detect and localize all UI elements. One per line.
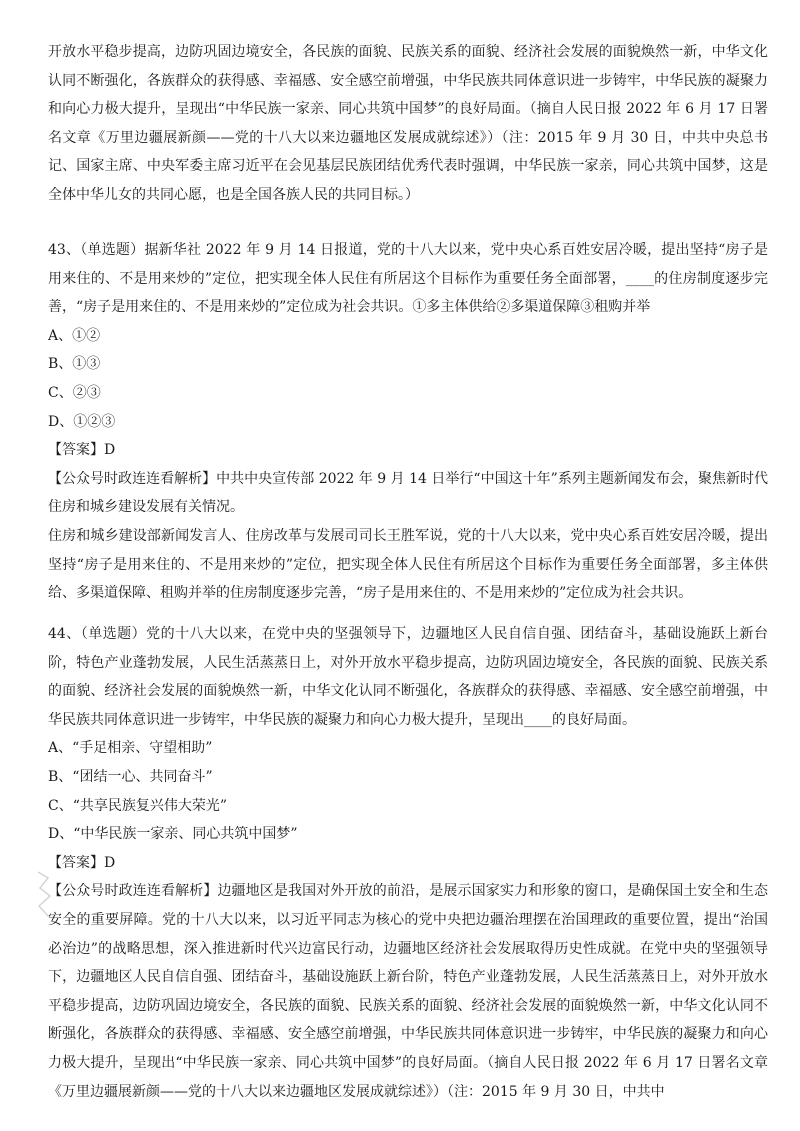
intro-paragraph: 开放水平稳步提高，边防巩固边境安全，各民族的面貌、民族关系的面貌、经济社会发展的面貌焕然一新，中华文化认同不断强化，各族群众的获得感、幸福感、安全感空前增强，中华民族共同体意识进一步铸牢，中华民族的凝聚力和向心力极大提升，呈现出“中华民族一家亲、同心共筑中国梦”的良好局面。（摘自人民日报 2022 年 6 月 17 日署名文章《万里边疆展新颜——党的十八大以来边疆地区发展成就综述》）（注：2015 年 9 月 30 日，中共中央总书记、国家主席、中央军委主席习近平在会见基层民族团结优秀代表时强调，中华民族一家亲，同心共筑中国梦，这是全体中华儿女的共同心愿，也是全国各族人民的共同目标。） [48,44,768,203]
question-44-answer: 【答案】D [48,854,116,871]
watermark-stamp-mark [34,868,54,926]
question-44 [48,620,768,1106]
question-44-analysis: 【公众号时政连连看解析】边疆地区是我国对外开放的前沿，是展示国家实力和形象的窗口，是确保国土安全和生态安全的重要屏障。党的十八大以来，以习近平同志为核心的党中央把边疆治理摆在治国理政的重要位置，提出“治国必治边”的战略思想，深入推进新时代兴边富民行动，边疆地区经济社会发展取得历史性成就。在党中央的坚强领导下，边疆地区人民自信自强、团结奋斗，基础设施跃上新台阶，特色产业蓬勃发展，人民生活蒸蒸日上，对外开放水平稳步提高，边防巩固边境安全，各民族的面貌、民族关系的面貌、经济社会发展的面貌焕然一新，中华文化认同不断强化，各族群众的获得感、幸福感、安全感空前增强，中华民族共同体意识进一步铸牢，中华民族的凝聚力和向心力极大提升，呈现出“中华民族一家亲、同心共筑中国梦”的良好局面。（摘自人民日报 2022 年 6 月 17 日署名文章《万里边疆展新颜——党的十八大以来边疆地区发展成就综述》）（注：2015 年 9 月 30 日，中共中 [48,883,768,1100]
question-43-analysis-detail: 住房和城乡建设部新闻发言人、住房改革与发展司司长王胜军说，党的十八大以来，党中央心系百姓安居冷暖，提出坚持“房子是用来住的、不是用来炒的”定位，把实现全体人民住有所居这个目标作为重要任务全面部署，多主体供给、多渠道保障、租购并举的住房制度逐步完善，“房子是用来住的、不是用来炒的”定位成为社会共识。 [48,527,768,602]
question-43-option-c: C、②③ [48,384,101,401]
question-43-option-d: D、①②③ [48,413,116,430]
intro-section [48,38,768,210]
question-44-option-d: D、“中华民族一家亲、同心共筑中国梦” [48,826,298,843]
question-43-answer: 【答案】D [48,442,116,459]
question-44-stem: 44、（单选题）党的十八大以来，在党中央的坚强领导下，边疆地区人民自信自强、团结奋斗，基础设施跃上新台阶，特色产业蓬勃发展，人民生活蒸蒸日上，对外开放水平稳步提高，边防巩固边境安全，各民族的面貌、民族关系的面貌、经济社会发展的面貌焕然一新，中华文化认同不断强化，各族群众的获得感、幸福感、安全感空前增强，中华民族共同体意识进一步铸牢，中华民族的凝聚力和向心力极大提升，呈现出____的良好局面。 [48,626,768,728]
question-44-option-a: A、“手足相亲、守望相助” [48,740,213,757]
question-43-option-b: B、①③ [48,356,101,373]
question-43-option-a: A、①② [48,327,101,344]
question-43-analysis: 【公众号时政连连看解析】中共中央宣传部 2022 年 9 月 14 日举行“中国这十年”系列主题新闻发布会，聚焦新时代住房和城乡建设发展有关情况。 [48,470,768,516]
question-43 [48,236,768,608]
question-44-option-b: B、“团结一心、共同奋斗” [48,768,213,785]
question-43-stem: 43、（单选题）据新华社 2022 年 9 月 14 日报道，党的十八大以来，党中央心系百姓安居冷暖，提出坚持“房子是用来住的、不是用来炒的”定位，把实现全体人民住有所居这个目标作为重要任务全面部署，____的住房制度逐步完善，“房子是用来住的、不是用来炒的”定位成为社会共识。①多主体供给②多渠道保障③租购并举 [48,242,768,316]
watermark-stamp [34,868,54,926]
question-44-option-c: C、“共享民族复兴伟大荣光” [48,797,228,814]
